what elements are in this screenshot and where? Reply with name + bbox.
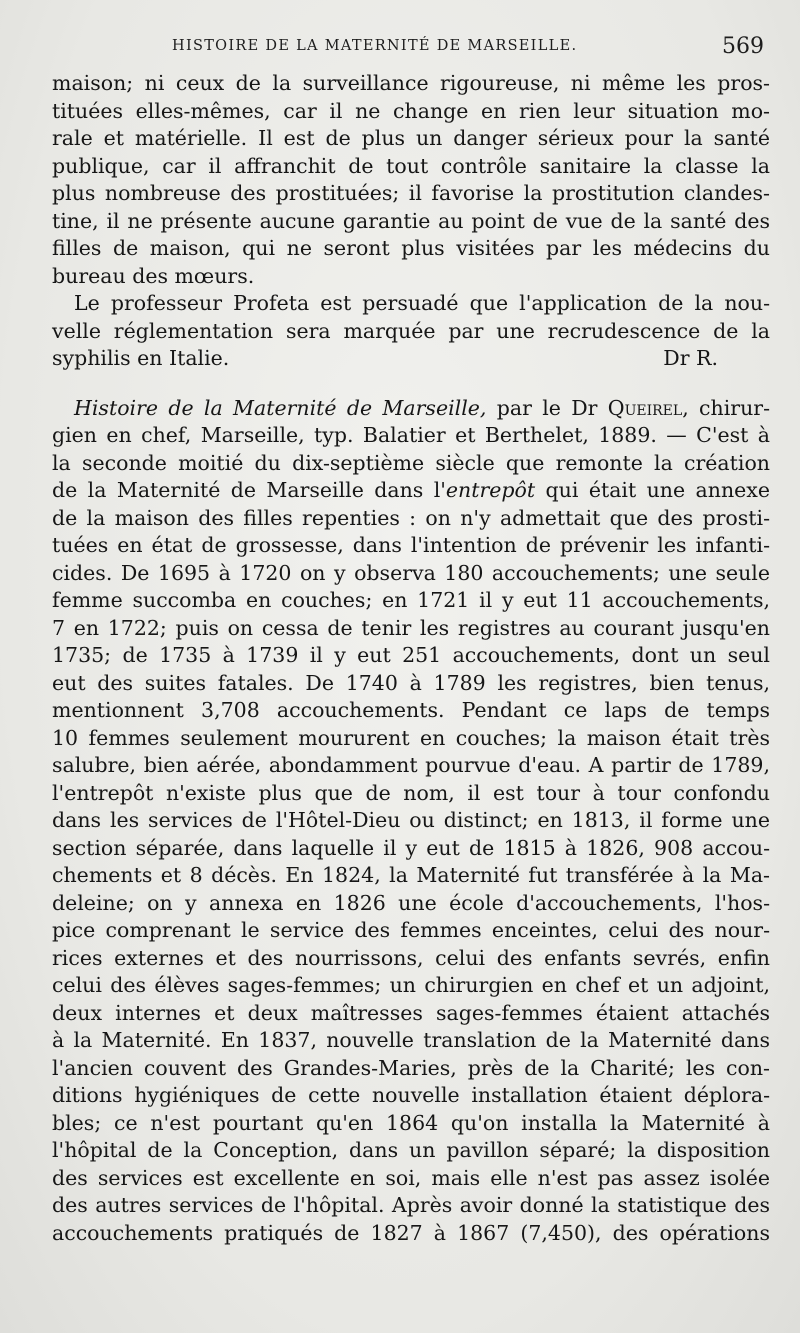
text-line: salubre, bien aérée, abondamment pourvue d'eau. A partir de 1789, <box>52 753 770 777</box>
text-line: deux internes et deux maîtresses sages-femmes étaient attachés <box>52 1000 770 1025</box>
text-line: dans les services de l'Hôtel-Dieu ou distinct; en 1813, il forme une <box>52 808 770 832</box>
text-line: pice comprenant le service des femmes enceintes, celui des nour- <box>52 918 770 942</box>
text-line: des autres services de l'hôpital. Après avoir donné la statistique des <box>52 1193 770 1217</box>
text-line: maison; ni ceux de la surveillance rigoureuse, ni même les pros- <box>52 71 770 95</box>
text-line: accouchements pratiqués de 1827 à 1867 (7,450), des opérations <box>52 1220 770 1245</box>
italic-term: entrepôt <box>445 478 536 502</box>
paragraph-profeta <box>52 290 770 373</box>
text-line: rices externes et des nourrissons, celui des enfants sevrés, enfin <box>52 945 770 970</box>
text-line: tine, il ne présente aucune garantie au point de vue de la santé des <box>52 208 770 233</box>
text-line: bles; ce n'est pourtant qu'en 1864 qu'on installa la Maternité à <box>52 1110 770 1135</box>
book-review <box>52 395 770 1248</box>
text-line: syphilis en Italie. <box>52 346 230 370</box>
text-line: tuées en état de grossesse, dans l'intention de prévenir les infanti- <box>52 533 770 557</box>
text-line <box>52 477 770 505</box>
text-line: publique, car il affranchit de tout contrôle sanitaire la classe la <box>52 153 770 178</box>
text-line: cides. De 1695 à 1720 on y observa 180 accouchements; une seule <box>52 560 770 585</box>
text-line: à la Maternité. En 1837, nouvelle translation de la Maternité dans <box>52 1028 770 1052</box>
text-line: femme succomba en couches; en 1721 il y eut 11 accouchements, <box>52 588 770 612</box>
text-line: 7 en 1722; puis on cessa de tenir les registres au courant jusqu'en <box>52 615 770 640</box>
text-line: deleine; on y annexa en 1826 une école d'accouchements, l'hos- <box>52 890 770 915</box>
page-header <box>52 34 772 74</box>
text-line: l'entrepôt n'existe plus que de nom, il est tour à tour confondu <box>52 780 770 805</box>
review-line-rest: , chirur- <box>682 395 770 420</box>
text-line: eut des suites fatales. De 1740 à 1789 les registres, bien tenus, <box>52 670 770 695</box>
page-number: 569 <box>722 34 764 59</box>
text-line: 10 femmes seulement moururent en couches; la maison était très <box>52 725 770 750</box>
text-fragment: qui était une annexe <box>535 478 770 502</box>
text-line: l'ancien couvent des Grandes-Maries, près de la Charité; les con- <box>52 1055 770 1080</box>
text-line: Le professeur Profeta est persuadé que l'application de la nou- <box>74 291 770 315</box>
paragraph-continuation <box>52 70 770 290</box>
text-line: gien en chef, Marseille, typ. Balatier et Berthelet, 1889. — C'est à <box>52 423 770 447</box>
review-by: par le Dr <box>486 395 608 420</box>
text-line: bureau des mœurs. <box>52 263 255 288</box>
body-text <box>52 70 770 1247</box>
book-title: Histoire de la Maternité de Marseille, <box>74 395 487 420</box>
text-line: ditions hygiéniques de cette nouvelle installation étaient déplora- <box>52 1083 770 1107</box>
text-line: celui des élèves sages-femmes; un chirurgien en chef et un adjoint, <box>52 973 770 997</box>
text-line: filles de maison, qui ne seront plus visitées par les médecins du <box>52 236 770 260</box>
review-first-line <box>52 395 770 423</box>
text-line: section séparée, dans laquelle il y eut de 1815 à 1826, 908 accou- <box>52 835 770 860</box>
text-line: plus nombreuse des prostituées; il favorise la prostitution clandes- <box>52 181 770 205</box>
text-line: rale et matérielle. Il est de plus un danger sérieux pour la santé <box>52 126 770 150</box>
running-head: HISTOIRE DE LA MATERNITÉ DE MARSEILLE. <box>172 38 578 54</box>
signature-line <box>52 345 770 373</box>
text-line: mentionnent 3,708 accouchements. Pendant ce laps de temps <box>52 698 770 722</box>
text-line: des services est excellente en soi, mais elle n'est pas assez isolée <box>52 1165 770 1190</box>
text-fragment: de la Maternité de Marseille dans l' <box>52 478 446 502</box>
text-line: 1735; de 1735 à 1739 il y eut 251 accouchements, dont un seul <box>52 643 770 667</box>
book-author: Queirel <box>607 395 683 420</box>
text-line: velle réglementation sera marquée par une recrudescence de la <box>52 318 770 343</box>
text-line: la seconde moitié du dix-septième siècle que remonte la création <box>52 450 770 475</box>
text-line: tituées elles-mêmes, car il ne change en rien leur situation mo- <box>52 98 770 123</box>
text-line: l'hôpital de la Conception, dans un pavillon séparé; la disposition <box>52 1138 770 1162</box>
text-line: de la maison des filles repenties : on n'y admettait que des prosti- <box>52 505 770 530</box>
section-gap <box>52 373 770 395</box>
text-line: chements et 8 décès. En 1824, la Maternité fut transférée à la Ma- <box>52 863 770 887</box>
author-signature: Dr R. <box>663 346 718 370</box>
